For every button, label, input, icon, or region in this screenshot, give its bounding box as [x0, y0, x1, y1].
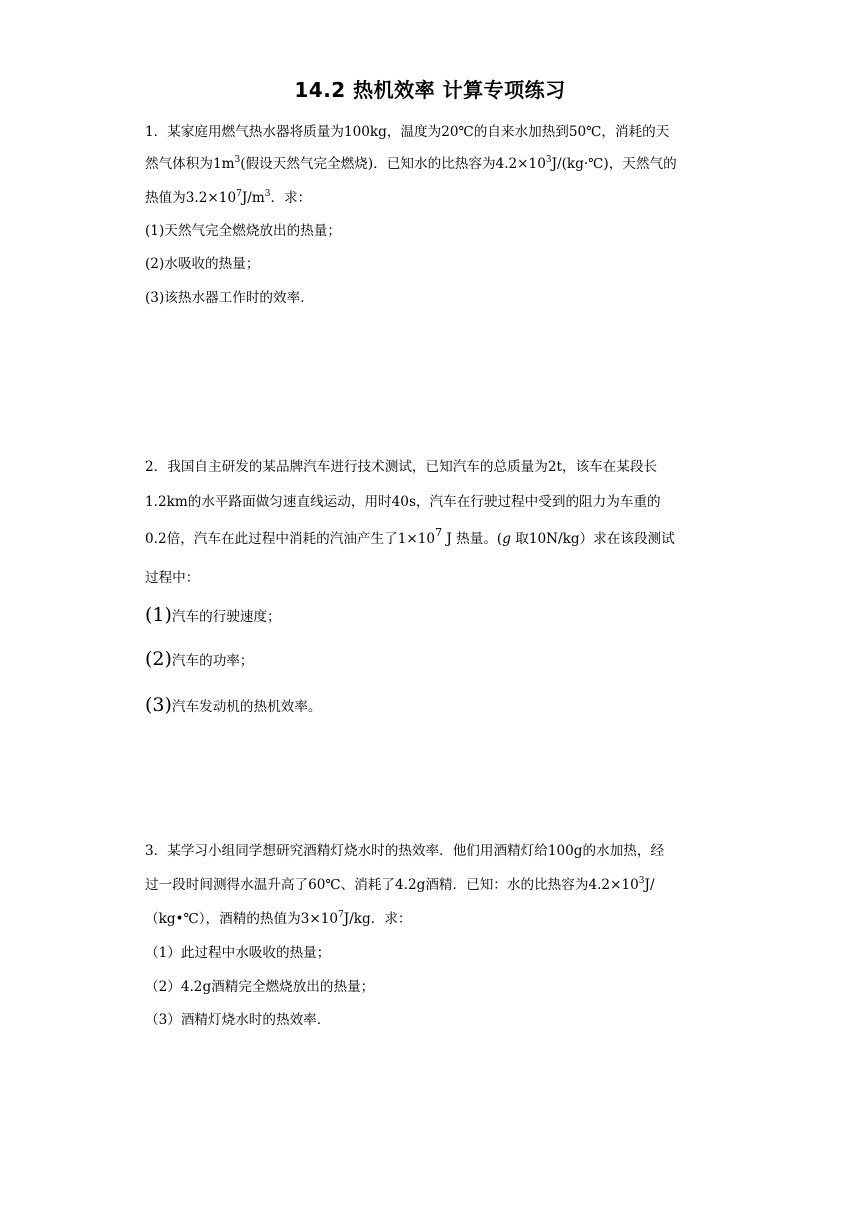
page-title: 14.2 热机效率 计算专项练习: [294, 78, 566, 102]
q1-line-2: 然气体积为$1m^3$(假设天然气完全燃烧)．已知水的比热容为$4.2\times 10^3J/(kg\cdot℃)$，天然气的: [145, 155, 677, 172]
q3-line-2: 过一段时间测得水温升高了60℃、消耗了4.2g酒精．已知：水的比热容为$4.2\times 10^3J/$: [145, 876, 655, 893]
q2-line-3: 0.2倍，汽车在此过程中消耗的汽油产生了$1\times 10^7$ J 热量。(g 取10N/kg）求在该段测试: [145, 526, 675, 547]
q3-subquestion-1: （1）此过程中水吸收的热量；: [145, 945, 331, 961]
q1-subquestion-2: (2)水吸收的热量；: [145, 256, 260, 272]
q1-subquestion-3: (3)该热水器工作时的效率．: [145, 290, 314, 306]
q2-line-4: 过程中：: [145, 570, 200, 586]
q1-subquestion-1: (1)天然气完全燃烧放出的热量；: [145, 223, 341, 239]
q3-line-1: 3．某学习小组同学想研究酒精灯烧水时的热效率．他们用酒精灯给100g的水加热，经: [145, 843, 665, 859]
q2-subquestion-1: (1)汽车的行驶速度；: [145, 604, 281, 626]
q3-subquestion-3: （3）酒精灯烧水时的热效率．: [145, 1012, 331, 1028]
q1-line-3: 热值为$3.2\times 10^7J/m^3$．求：: [145, 189, 312, 206]
q3-line-3: （kg•℃），酒精的热值为$3\times 10^7J/kg$．求：: [145, 910, 412, 927]
q2-subquestion-2: (2)汽车的功率；: [145, 648, 254, 670]
q2-line-2: 1.2km的水平路面做匀速直线运动，用时40s，汽车在行驶过程中受到的阻力为车重的: [145, 494, 661, 510]
q1-line-1: 1．某家庭用燃气热水器将质量为100kg，温度为20℃的自来水加热到50℃，消耗的天: [145, 124, 670, 140]
q3-subquestion-2: （2）4.2g酒精完全燃烧放出的热量；: [145, 979, 375, 995]
q2-line-1: 2．我国自主研发的某品牌汽车进行技术测试，已知汽车的总质量为2t，该车在某段长: [145, 459, 658, 475]
q2-subquestion-3: (3)汽车发动机的热机效率。: [145, 694, 322, 716]
